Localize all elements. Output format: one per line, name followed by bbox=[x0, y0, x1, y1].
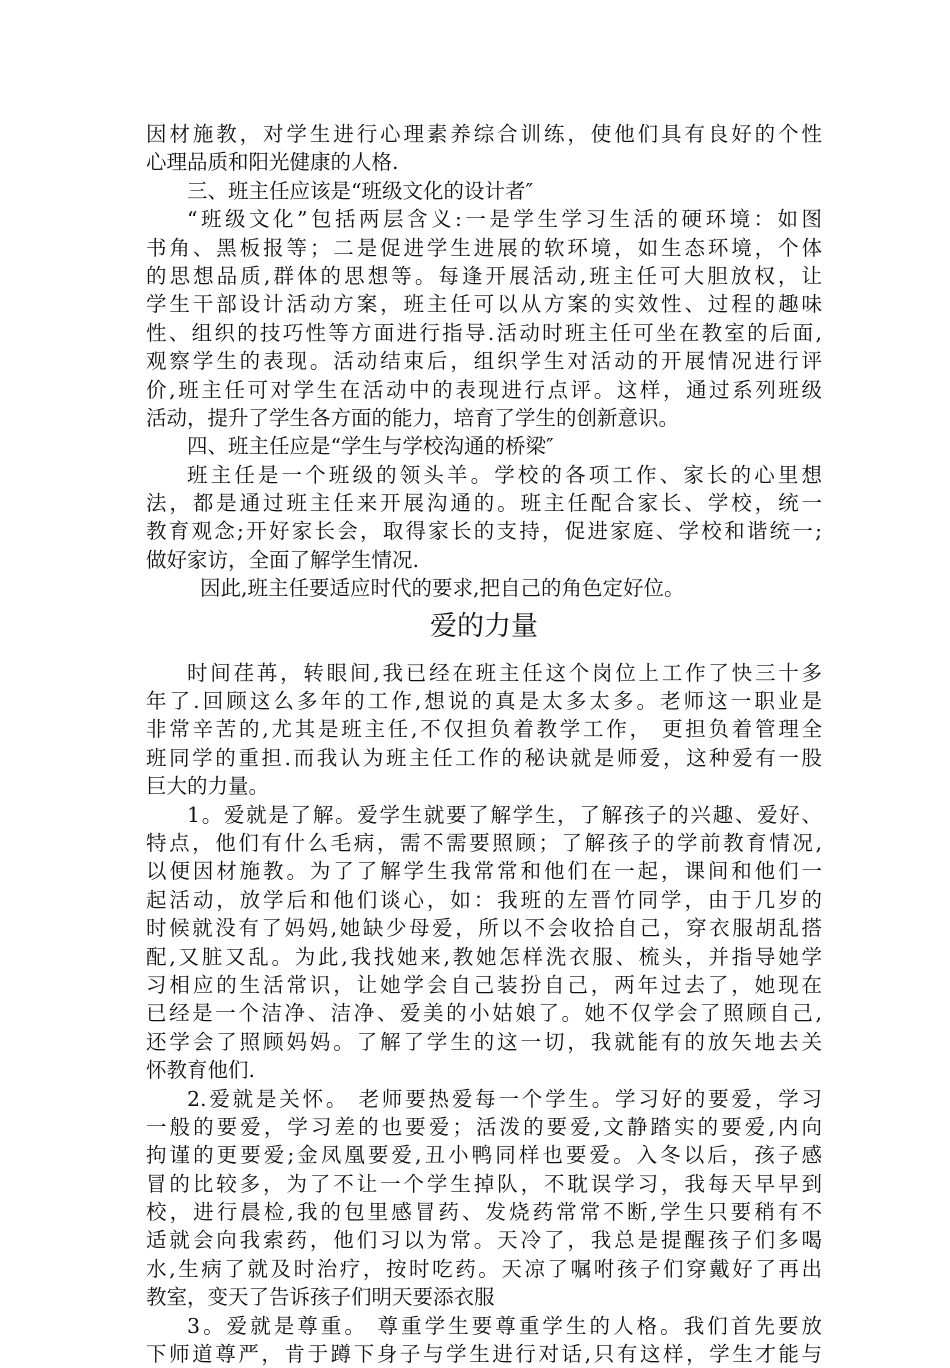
text-line: 2.爱就是关怀。 老师要热爱每一个学生。学习好的要爱，学习 bbox=[187, 1086, 822, 1111]
text-line: 时候就没有了妈妈,她缺少母爱，所以不会收拾自己，穿衣服胡乱搭 bbox=[146, 916, 822, 941]
text-line: 教室，变天了告诉孩子们明天要添衣服 bbox=[146, 1285, 495, 1310]
text-line: 习相应的生活常识，让她学会自己装扮自己，两年过去了，她现在 bbox=[146, 972, 822, 997]
text-line: 心理品质和阳光健康的人格. bbox=[146, 150, 399, 175]
text-line: 已经是一个洁净、洁净、爱美的小姑娘了。她不仅学会了照顾自己, bbox=[146, 1001, 822, 1026]
text-line: 拘谨的更要爱;金凤凰要爱,丑小鸭同样也要爱。入冬以后，孩子感 bbox=[146, 1143, 822, 1168]
text-line: 1。爱就是了解。爱学生就要了解学生，了解孩子的兴趣、爱好、 bbox=[187, 802, 822, 827]
text-line: 还学会了照顾妈妈。了解了学生的这一切，我就能有的放矢地去关 bbox=[146, 1029, 822, 1054]
text-line: 法，都是通过班主任来开展沟通的。班主任配合家长、学校，统一 bbox=[146, 491, 822, 516]
text-line: 一般的要爱，学习差的也要爱；活泼的要爱,文静踏实的要爱,内向 bbox=[146, 1114, 822, 1139]
text-line: 做好家访，全面了解学生情况. bbox=[146, 547, 420, 572]
text-line: 适就会向我索药，他们习以为常。天冷了，我总是提醒孩子们多喝 bbox=[146, 1228, 822, 1253]
text-line: 特点，他们有什么毛病，需不需要照顾；了解孩子的学前教育情况, bbox=[146, 830, 822, 855]
article-title: 爱的力量 bbox=[430, 610, 538, 642]
text-line: 配,又脏又乱。为此,我找她来,教她怎样洗衣服、梳头，并指导她学 bbox=[146, 944, 822, 969]
text-line: 3。爱就是尊重。 尊重学生要尊重学生的人格。我们首先要放 bbox=[187, 1313, 822, 1338]
conclusion-line: 因此,班主任要适应时代的要求,把自己的角色定好位。 bbox=[200, 576, 685, 601]
section-heading: 四、班主任应是“学生与学校沟通的桥梁″ bbox=[187, 434, 554, 459]
text-line: 时间荏苒，转眼间,我已经在班主任这个岗位上工作了快三十多 bbox=[187, 660, 822, 685]
text-line: 怀教育他们. bbox=[146, 1058, 256, 1083]
text-line: 教育观念;开好家长会，取得家长的支持，促进家庭、学校和谐统一; bbox=[146, 519, 822, 544]
text-line: 的思想品质,群体的思想等。每逢开展活动,班主任可大胆放权，让 bbox=[146, 263, 822, 288]
text-line: 校，进行晨检,我的包里感冒药、发烧药常常不断,学生只要稍有不 bbox=[146, 1200, 822, 1225]
text-line: 观察学生的表现。活动结束后，组织学生对活动的开展情况进行评 bbox=[146, 349, 822, 374]
text-line: 学生干部设计活动方案，班主任可以从方案的实效性、过程的趣味 bbox=[146, 292, 822, 317]
text-line: 下师道尊严，肯于蹲下身子与学生进行对话,只有这样，学生才能与 bbox=[146, 1342, 822, 1367]
text-line: 书角、黑板报等；二是促进学生进展的软环境，如生态环境，个体 bbox=[146, 235, 822, 260]
text-line: 因材施教，对学生进行心理素养综合训练，使他们具有良好的个性 bbox=[146, 122, 822, 146]
text-line: 活动，提升了学生各方面的能力，培育了学生的创新意识。 bbox=[146, 405, 679, 430]
section-heading: 三、班主任应该是“班级文化的设计者″ bbox=[187, 178, 534, 203]
text-line: 班同学的重担.而我认为班主任工作的秘诀就是师爱，这种爱有一股 bbox=[146, 745, 822, 770]
text-line: 性、组织的技巧性等方面进行指导.活动时班主任可坐在教室的后面, bbox=[146, 320, 822, 345]
text-line: 巨大的力量。 bbox=[146, 774, 269, 799]
text-line: 班主任是一个班级的领头羊。学校的各项工作、家长的心里想 bbox=[187, 462, 822, 487]
text-line: 起活动，放学后和他们谈心，如：我班的左晋竹同学，由于几岁的 bbox=[146, 887, 822, 912]
text-line: 价,班主任可对学生在活动中的表现进行点评。这样，通过系列班级 bbox=[146, 377, 822, 402]
text-line: 以便因材施教。为了了解学生我常常和他们在一起，课间和他们一 bbox=[146, 859, 822, 884]
text-line: 冒的比较多，为了不让一个学生掉队，不耽误学习，我每天早早到 bbox=[146, 1171, 822, 1196]
document-page bbox=[146, 120, 822, 1368]
text-line: “班级文化”包括两层含义:一是学生学习生活的硬环境：如图 bbox=[187, 207, 822, 232]
text-line: 年了.回顾这么多年的工作,想说的真是太多太多。老师这一职业是 bbox=[146, 689, 822, 714]
text-line: 非常辛苦的,尤其是班主任,不仅担负着教学工作， 更担负着管理全 bbox=[146, 717, 822, 742]
text-line: 水,生病了就及时治疗，按时吃药。天凉了嘱咐孩子们穿戴好了再出 bbox=[146, 1256, 822, 1281]
